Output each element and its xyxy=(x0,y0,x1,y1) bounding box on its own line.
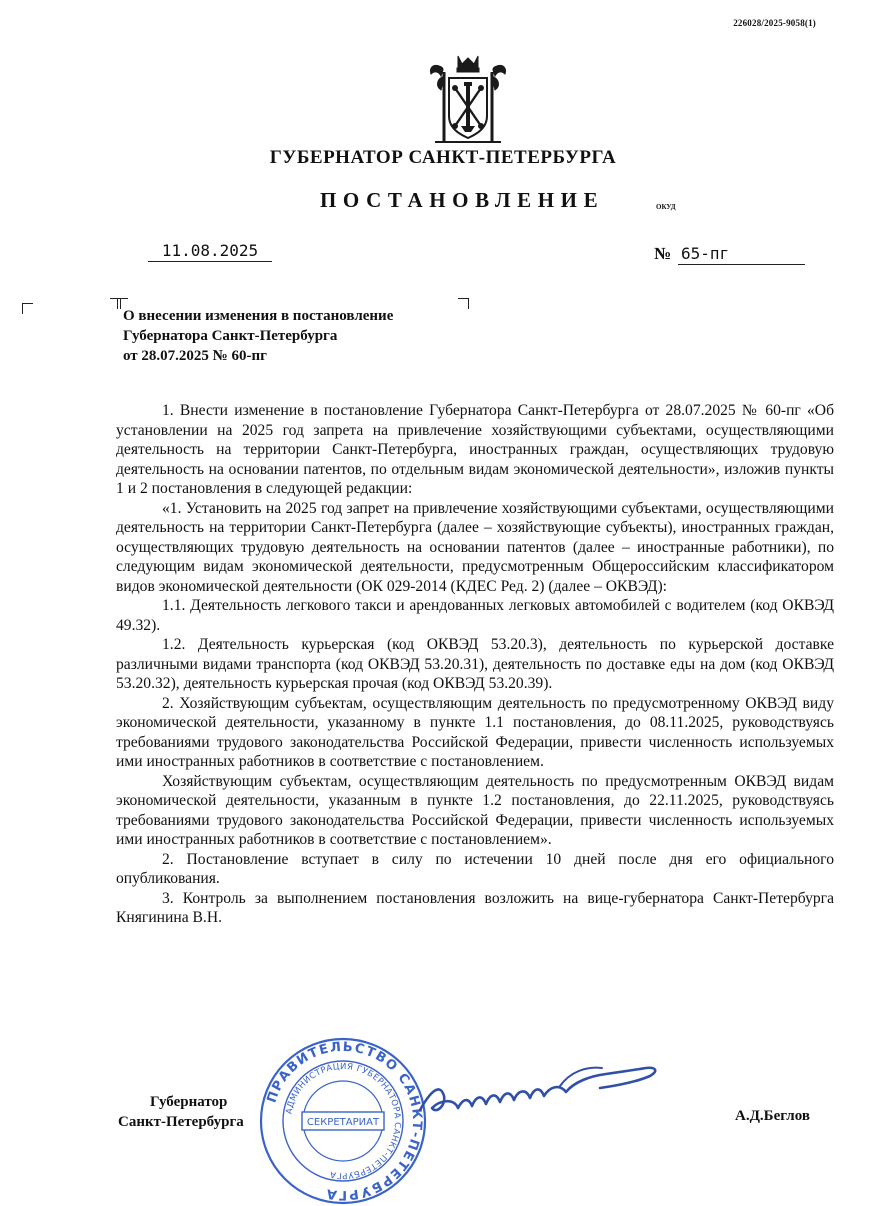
body-paragraph: «1. Установить на 2025 год запрет на привлечение хозяйствующими субъектами, осуществляющими деятельность на территории Санкт-Петербурга (далее – хозяйствующие субъекты), иностранных граждан, осуществляющих трудовую деятельность на основании патентов (далее – иностранные работники), по следующим видам экономической деятельности, предусмотренным Общероссийским классификатором видов экономической деятельности (ОК 029-2014 (КДЕС Ред. 2) (далее – ОКВЭД): xyxy=(116,499,834,595)
decree-body xyxy=(116,401,834,928)
registration-number: 226028/2025-9058(1) xyxy=(733,18,816,28)
subject-line: от 28.07.2025 № 60-пг xyxy=(123,348,267,364)
signatory-name: А.Д.Беглов xyxy=(735,1108,810,1124)
body-paragraph: 2. Хозяйствующим субъектам, осуществляющим деятельность по предусмотренному ОКВЭД виду экономической деятельности, указанному в пункте 1.1 постановления, до 08.11.2025, руководствуясь требованиями трудового законодательства Российской Федерации, привести численность используемых ими иностранных работников в соответствие с постановлением. xyxy=(116,694,834,770)
subject-corner-mark xyxy=(22,303,33,314)
svg-text:АДМИНИСТРАЦИЯ ГУБЕРНАТОРА САНК: АДМИНИСТРАЦИЯ ГУБЕРНАТОРА САНКТ-ПЕТЕРБУРГА xyxy=(284,1061,403,1181)
svg-text:СЕКРЕТАРИАТ: СЕКРЕТАРИАТ xyxy=(306,1117,380,1128)
document-type-title: ПОСТАНОВЛЕНИЕ xyxy=(320,188,605,212)
document-number: 65-пг xyxy=(678,244,805,265)
decree-subject xyxy=(123,306,393,366)
number-label: № xyxy=(654,244,672,263)
subject-corner-mark xyxy=(458,298,469,309)
handwritten-signature xyxy=(410,1052,670,1132)
document-date: 11.08.2025 xyxy=(148,241,272,262)
body-paragraph: Хозяйствующим субъектам, осуществляющим деятельность по предусмотренным ОКВЭД видам экономической деятельности, указанным в пункте 1.2 постановления, до 22.11.2025, руководствуясь требованиями трудового законодательства Российской Федерации, привести численность используемых ими иностранных работников в соответствие с постановлением». xyxy=(116,772,834,848)
body-paragraph: 2. Постановление вступает в силу по истечении 10 дней после дня его официального опубликования. xyxy=(116,850,834,887)
coat-of-arms-icon xyxy=(425,52,511,148)
okud-label: ОКУД xyxy=(656,203,676,211)
body-paragraph: 3. Контроль за выполнением постановления возложить на вице-губернатора Санкт-Петербурга Княгинина В.Н. xyxy=(116,889,834,926)
body-paragraph: 1.1. Деятельность легкового такси и арендованных легковых автомобилей с водителем (код ОКВЭД 49.32). xyxy=(116,597,834,634)
official-stamp-icon xyxy=(258,1036,428,1206)
issuer-title: ГУБЕРНАТОР САНКТ-ПЕТЕРБУРГА xyxy=(269,147,617,168)
svg-text:ПРАВИТЕЛЬСТВО САНКТ-ПЕТЕРБУРГА: ПРАВИТЕЛЬСТВО САНКТ-ПЕТЕРБУРГА xyxy=(264,1039,425,1203)
signatory-position-line: Губернатор xyxy=(150,1094,228,1110)
signatory-position-line: Санкт-Петербурга xyxy=(118,1114,244,1130)
subject-line: О внесении изменения в постановление xyxy=(123,308,394,324)
body-paragraph: 1. Внести изменение в постановление Губернатора Санкт-Петербурга от 28.07.2025 № 60-пг «Об установлении на 2025 год запрета на привлечение хозяйствующими субъектами, осуществляющими деятельность на территории Санкт-Петербурга, иностранных граждан, осуществляющих трудовую деятельность на основании патентов, по отдельным видам экономической деятельности», изложив пункты 1 и 2 постановления в следующей редакции: xyxy=(116,402,834,497)
subject-line: Губернатора Санкт-Петербурга xyxy=(123,328,338,344)
body-paragraph: 1.2. Деятельность курьерская (код ОКВЭД 53.20.3), деятельность по курьерской доставке различными видами транспорта (код ОКВЭД 53.20.31), деятельность по доставке еды на дом (код ОКВЭД 53.20.32), деятельность курьерская прочая (код ОКВЭД 53.20.39). xyxy=(116,636,834,692)
